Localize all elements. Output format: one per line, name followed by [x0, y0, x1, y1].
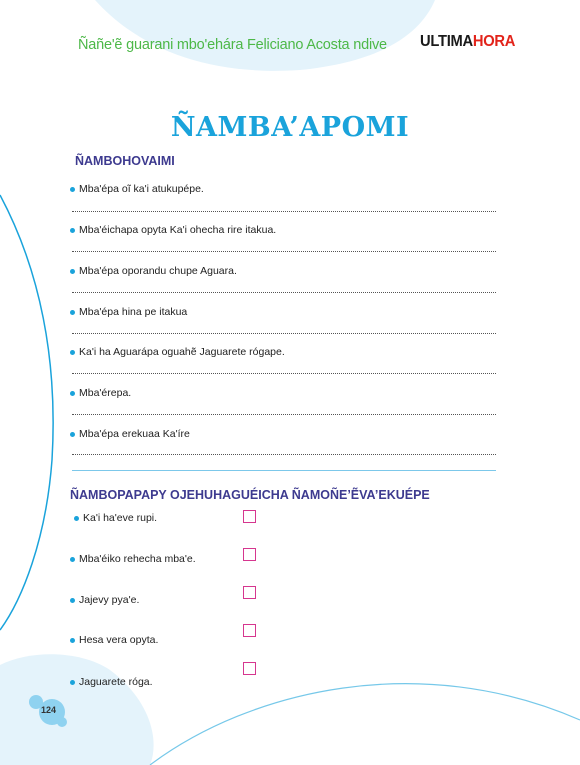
answer-line[interactable] — [72, 333, 496, 334]
section-heading-answer: ÑAMBOHOVAIMI — [75, 154, 175, 168]
check-item-text: Ka'i ha'eve rupi. — [83, 512, 158, 524]
bullet-icon — [70, 432, 75, 437]
bullet-icon — [70, 680, 75, 685]
brand-logo-part2: HORA — [472, 33, 516, 50]
check-item-text: Hesa vera opyta. — [79, 634, 159, 646]
checkbox[interactable] — [243, 510, 256, 523]
bullet-icon — [70, 391, 75, 396]
question-item — [70, 428, 190, 440]
question-item — [70, 265, 237, 277]
check-item — [70, 676, 153, 688]
question-item — [70, 224, 276, 236]
check-item — [74, 512, 157, 524]
question-text: Mba'érepa. — [79, 387, 132, 399]
question-item — [70, 183, 204, 195]
check-item — [70, 634, 158, 646]
brand-logo — [420, 33, 515, 51]
top-wave-shape — [95, 0, 435, 71]
answer-line[interactable] — [72, 251, 496, 252]
checkbox[interactable] — [243, 662, 256, 675]
check-item — [70, 594, 139, 606]
page-number: 124 — [41, 705, 57, 715]
question-item — [70, 346, 285, 358]
bottom-left-blob — [0, 654, 154, 765]
bullet-icon — [70, 269, 75, 274]
section-divider — [72, 470, 496, 471]
brand-logo-part1: ULTIMA — [420, 33, 473, 50]
bottom-arc-line — [150, 684, 580, 765]
answer-line[interactable] — [72, 414, 496, 415]
answer-line[interactable] — [72, 454, 496, 455]
check-item-text: Jaguarete róga. — [79, 676, 153, 688]
bullet-icon — [70, 638, 75, 643]
page-title: ÑAMBA’APOMI — [170, 112, 410, 143]
bullet-icon — [74, 516, 79, 521]
check-item-text: Mba'éiko rehecha mba'e. — [79, 553, 196, 565]
question-text: Ka'i ha Aguarápa oguahẽ Jaguarete rógape. — [79, 346, 285, 358]
section-heading-check: ÑAMBOPAPAPY OJEHUHAGUÉICHA ÑAMOÑE’ẼVA’EKUÉPE — [70, 488, 430, 502]
checkbox[interactable] — [243, 624, 256, 637]
series-title: Ñañe'ẽ guarani mbo'ehára Feliciano Acosta ndive — [78, 37, 387, 53]
bullet-icon — [70, 350, 75, 355]
bullet-icon — [70, 598, 75, 603]
answer-line[interactable] — [72, 292, 496, 293]
bullet-icon — [70, 187, 75, 192]
question-item — [70, 306, 187, 318]
question-text: Mba'épa hina pe itakua — [79, 306, 188, 318]
question-text: Mba'épa oĩ ka'i atukupépe. — [79, 183, 204, 195]
check-item-text: Jajevy pya'e. — [79, 594, 140, 606]
check-item — [70, 553, 196, 565]
page-bubble-tiny — [57, 717, 67, 727]
left-arc-line — [0, 195, 53, 630]
question-text: Mba'épa oporandu chupe Aguara. — [79, 265, 237, 277]
bullet-icon — [70, 228, 75, 233]
checkbox[interactable] — [243, 548, 256, 561]
answer-line[interactable] — [72, 211, 496, 212]
checkbox[interactable] — [243, 586, 256, 599]
bullet-icon — [70, 557, 75, 562]
answer-line[interactable] — [72, 373, 496, 374]
question-text: Mba'épa erekuaa Ka'íre — [79, 428, 190, 440]
bullet-icon — [70, 310, 75, 315]
question-text: Mba'éichapa opyta Ka'i ohecha rire itakua. — [79, 224, 277, 236]
question-item — [70, 387, 131, 399]
